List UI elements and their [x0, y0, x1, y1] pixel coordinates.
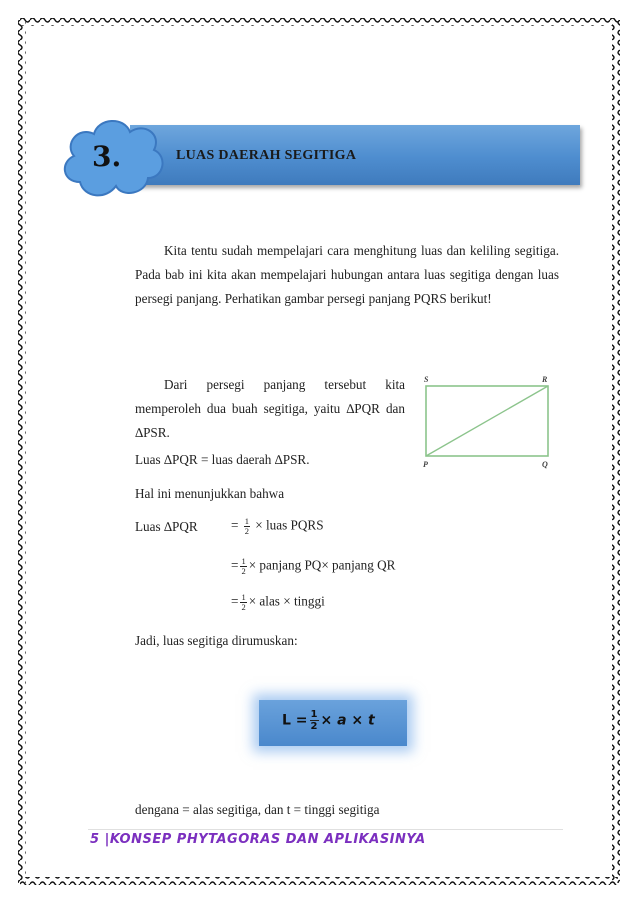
equation-1	[231, 517, 324, 536]
vertex-r: R	[542, 375, 548, 384]
equation-2	[231, 557, 395, 576]
rectangle-pqrs-figure	[418, 372, 558, 472]
vertex-p: P	[423, 460, 428, 469]
equation-lhs: Luas ∆PQR	[135, 519, 198, 534]
half-fraction: $\frac{1}{2}$	[244, 516, 249, 536]
section-number: 3.	[92, 140, 122, 173]
equation-3	[231, 593, 325, 612]
equation-2-sign: =	[231, 557, 239, 573]
derivation-paragraph: Dari persegi panjang tersebut kita memperoleh dua buah segitiga, yaitu ∆PQR dan ∆PSR.	[135, 377, 405, 440]
equation-3-rest: × alas × tinggi	[248, 593, 325, 609]
legend-line: dengana = alas segitiga, dan t = tinggi segitiga	[135, 802, 380, 817]
area-formula	[282, 709, 375, 732]
vertex-s: S	[424, 375, 429, 384]
formula-fraction: $\frac{1}{2}$	[310, 709, 318, 732]
shows-that-line: Hal ini menunjukkan bahwa	[135, 486, 285, 501]
formula-rhs: × a × t	[320, 712, 375, 729]
half-fraction: $\frac{1}{2}$	[241, 556, 246, 576]
intro-paragraph: Kita tentu sudah mempelajari cara menghitung luas dan keliling segitiga. Pada bab ini kita akan mempelajari hubungan antara luas segitiga dengan luas persegi panjang. Perhatikan gambar persegi panjang PQRS berikut!	[135, 243, 559, 306]
half-fraction: $\frac{1}{2}$	[241, 592, 246, 612]
equation-2-rest: × panjang PQ× panjang QR	[248, 557, 396, 573]
conclusion-line: Jadi, luas segitiga dirumuskan:	[135, 633, 298, 648]
statement-line: Luas ∆PQR = luas daerah ∆PSR.	[135, 452, 310, 467]
footer-divider	[88, 829, 563, 830]
equation-1-rest: × luas PQRS	[255, 517, 324, 533]
vertex-q: Q	[542, 460, 548, 469]
equation-3-sign: =	[231, 593, 239, 609]
section-title: LUAS DAERAH SEGITIGA	[176, 148, 357, 163]
equation-1-sign: =	[231, 517, 239, 533]
page-footer: 5 |KONSEP PHYTAGORAS DAN APLIKASINYA	[90, 832, 426, 847]
formula-lhs: L =	[282, 712, 308, 729]
